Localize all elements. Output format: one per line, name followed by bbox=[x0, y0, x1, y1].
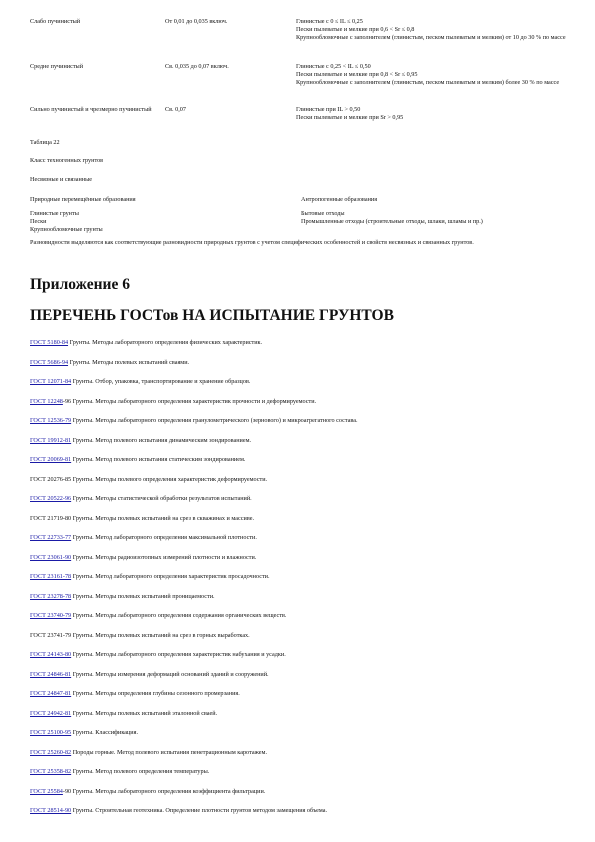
gost-item bbox=[30, 495, 252, 503]
appendix-title: Приложение 6 bbox=[30, 276, 130, 293]
gost-link[interactable]: ГОСТ 23740-79 bbox=[30, 612, 72, 619]
gost-item bbox=[30, 690, 240, 698]
gost-item bbox=[30, 632, 250, 640]
gost-link[interactable]: ГОСТ 24143-80 bbox=[30, 651, 72, 658]
soil-desc-line: Крупнообломочные с заполнителем (глинистым, песком пылеватым и мелким) более 30 % по массе bbox=[296, 79, 560, 86]
soil-range: Св. 0,035 до 0,07 включ. bbox=[165, 63, 229, 70]
soil-desc bbox=[296, 63, 576, 87]
gost-link[interactable]: ГОСТ 24846-81 bbox=[30, 670, 72, 678]
soil-desc-line: Крупнообломочные с заполнителем (глинистым, песком пылеватым и мелким) от 10 до 30 % по массе bbox=[296, 34, 566, 41]
gost-link[interactable]: ГОСТ 23278-78 bbox=[30, 592, 72, 600]
gost-title: Грунты. Методы лабораторного определения физических характеристик. bbox=[68, 339, 263, 346]
soil-range: Св. 0,07 bbox=[165, 106, 186, 113]
gost-title: Грунты. Методы лабораторного определения содержания органических веществ. bbox=[71, 612, 287, 619]
gost-item bbox=[30, 593, 215, 601]
left-header: Природные перемещённые образования bbox=[30, 196, 136, 203]
gost-item bbox=[30, 456, 245, 464]
right-item: Бытовые отходы bbox=[301, 210, 345, 217]
gost-item bbox=[30, 573, 270, 581]
left-item: Пески bbox=[30, 218, 47, 225]
gost-title: Грунты. Отбор, упаковка, транспортирование и хранение образцов. bbox=[71, 378, 251, 385]
note-text: Разновидности выделяются как соответствующие разновидности природных грунтов с учетом специфических особенностей и свойств несвязных и связанных грунтов. bbox=[30, 239, 474, 246]
gost-item bbox=[30, 417, 358, 425]
right-item: Промышленные отходы (строительные отходы, шлаки, шламы и пр.) bbox=[301, 218, 483, 225]
gost-link[interactable]: ГОСТ 24942-81 bbox=[30, 709, 72, 717]
gost-title: Грунты. Методы полевых испытаний на срез в скважинах и массиве. bbox=[71, 514, 255, 522]
gost-code: ГОСТ 20276-85 bbox=[30, 475, 72, 483]
gost-title: Грунты. Методы полевых испытаний эталонной сваей. bbox=[71, 709, 218, 717]
gost-title: Грунты. Методы определения глубины сезонного промерзания. bbox=[71, 690, 240, 697]
soil-desc-line: Глинистые с 0,25 < IL ≤ 0,50 bbox=[296, 63, 371, 70]
gost-item bbox=[30, 749, 267, 757]
gost-item bbox=[30, 378, 250, 386]
gost-title: Грунты. Методы радиоизотопных измерений плотности и влажности. bbox=[71, 553, 257, 561]
class-title: Класс техногенных грунтов bbox=[30, 157, 104, 164]
gost-item bbox=[30, 398, 316, 406]
soil-desc-line: Пески пылеватые и мелкие при 0,8 < Sr ≤ 0,95 bbox=[296, 71, 418, 78]
gost-item bbox=[30, 710, 217, 718]
soil-desc-line: Пески пылеватые и мелкие при 0,6 < Sr ≤ 0,8 bbox=[296, 26, 415, 33]
gost-title: Грунты. Метод лабораторного определения максимальной плотности. bbox=[71, 534, 257, 541]
gost-link[interactable]: ГОСТ 12248 bbox=[30, 397, 63, 405]
gost-item bbox=[30, 359, 189, 367]
gost-title: Грунты. Строительная геотехника. Определение плотности грунтов методом замещения объема. bbox=[71, 807, 328, 814]
left-item: Крупнообломочные грунты bbox=[30, 226, 103, 233]
gost-item bbox=[30, 339, 262, 347]
gost-link[interactable]: ГОСТ 24847-81 bbox=[30, 690, 72, 697]
gost-link[interactable]: ГОСТ 5686-94 bbox=[30, 358, 69, 366]
gost-title: -90 Грунты. Методы лабораторного определения коэффициента фильтрации. bbox=[62, 787, 266, 795]
gost-item bbox=[30, 768, 209, 776]
soil-name: Средне пучинистый bbox=[30, 63, 84, 70]
gost-title: Грунты. Метод полевого определения температуры. bbox=[71, 768, 210, 775]
gost-item bbox=[30, 729, 138, 737]
gost-link[interactable]: ГОСТ 28514-90 bbox=[30, 807, 72, 814]
gost-item bbox=[30, 476, 267, 484]
gost-title: Грунты. Методы полевых испытаний на срез в горных выработках. bbox=[71, 631, 250, 639]
gost-link[interactable]: ГОСТ 23061-90 bbox=[30, 553, 72, 561]
gost-title: Грунты. Метод лабораторного определения характеристик просадочности. bbox=[71, 573, 270, 580]
gost-code: ГОСТ 21719-80 bbox=[30, 514, 72, 522]
gost-item bbox=[30, 554, 256, 562]
gost-title: -96 Грунты. Методы лабораторного определения характеристик прочности и деформируемости. bbox=[62, 397, 317, 405]
soil-desc-line: Глинистые при IL > 0,50 bbox=[296, 106, 361, 113]
gost-title: Породы горные. Метод полевого испытания пенетрационным каротажем. bbox=[71, 748, 267, 756]
soil-desc-line: Глинистые с 0 ≤ IL ≤ 0,25 bbox=[296, 18, 363, 25]
gost-title: Грунты. Метод полевого испытания статическим зондированием. bbox=[71, 456, 246, 463]
gost-item bbox=[30, 515, 254, 523]
gost-title: Грунты. Метод полевого испытания динамическим зондированием. bbox=[71, 436, 252, 444]
gost-item bbox=[30, 671, 269, 679]
gost-title: Грунты. Методы полевых испытаний проницаемости. bbox=[71, 592, 215, 600]
gost-link[interactable]: ГОСТ 23161-78 bbox=[30, 573, 72, 580]
gost-item bbox=[30, 612, 286, 620]
gost-title: Грунты. Методы лабораторного определения гранулометрического (зернового) и микроагрегатного состава. bbox=[71, 417, 358, 424]
gost-link[interactable]: ГОСТ 25260-82 bbox=[30, 748, 72, 756]
list-title: ПЕРЕЧЕНЬ ГОСТов НА ИСПЫТАНИЕ ГРУНТОВ bbox=[30, 307, 394, 324]
gost-link[interactable]: ГОСТ 20522-96 bbox=[30, 495, 72, 502]
gost-code: ГОСТ 23741-79 bbox=[30, 631, 72, 639]
gost-link[interactable]: ГОСТ 25584 bbox=[30, 787, 63, 795]
gost-item bbox=[30, 807, 327, 815]
gost-title: Грунты. Классификация. bbox=[71, 729, 139, 736]
soil-name: Сильно пучинистый и чрезмерно пучинистый bbox=[30, 106, 152, 113]
gost-item bbox=[30, 651, 286, 659]
gost-item bbox=[30, 534, 257, 542]
gost-item bbox=[30, 437, 251, 445]
gost-link[interactable]: ГОСТ 12071-84 bbox=[30, 378, 72, 385]
gost-title: Грунты. Методы полевого определения характеристик деформируемости. bbox=[71, 475, 268, 483]
soil-name: Слабо пучинистый bbox=[30, 18, 81, 25]
soil-range: От 0,01 до 0,035 включ. bbox=[165, 18, 228, 25]
soil-desc bbox=[296, 106, 576, 122]
gost-title: Грунты. Методы статистической обработки результатов испытаний. bbox=[71, 495, 252, 502]
gost-item bbox=[30, 788, 265, 796]
gost-link[interactable]: ГОСТ 25358-82 bbox=[30, 768, 72, 775]
gost-link[interactable]: ГОСТ 19912-81 bbox=[30, 436, 72, 444]
right-header: Антропогенные образования bbox=[301, 196, 378, 203]
soil-desc bbox=[296, 18, 576, 42]
gost-link[interactable]: ГОСТ 20069-81 bbox=[30, 456, 72, 463]
table-number: Таблица 22 bbox=[30, 139, 60, 146]
gost-title: Грунты. Методы полевых испытаний сваями. bbox=[68, 358, 190, 366]
soil-desc-line: Пески пылеватые и мелкие при Sr > 0,95 bbox=[296, 114, 404, 121]
left-item: Глинистые грунты bbox=[30, 210, 79, 217]
gost-link[interactable]: ГОСТ 12536-79 bbox=[30, 417, 72, 424]
gost-link[interactable]: ГОСТ 25100-95 bbox=[30, 729, 72, 736]
gost-link[interactable]: ГОСТ 22733-77 bbox=[30, 534, 72, 541]
gost-link[interactable]: ГОСТ 5180-84 bbox=[30, 339, 69, 346]
gost-title: Грунты. Методы измерения деформаций оснований зданий и сооружений. bbox=[71, 670, 269, 678]
subclass-title: Несвязные и связанные bbox=[30, 176, 93, 183]
gost-title: Грунты. Методы лабораторного определения характеристик набухания и усадки. bbox=[71, 651, 286, 658]
